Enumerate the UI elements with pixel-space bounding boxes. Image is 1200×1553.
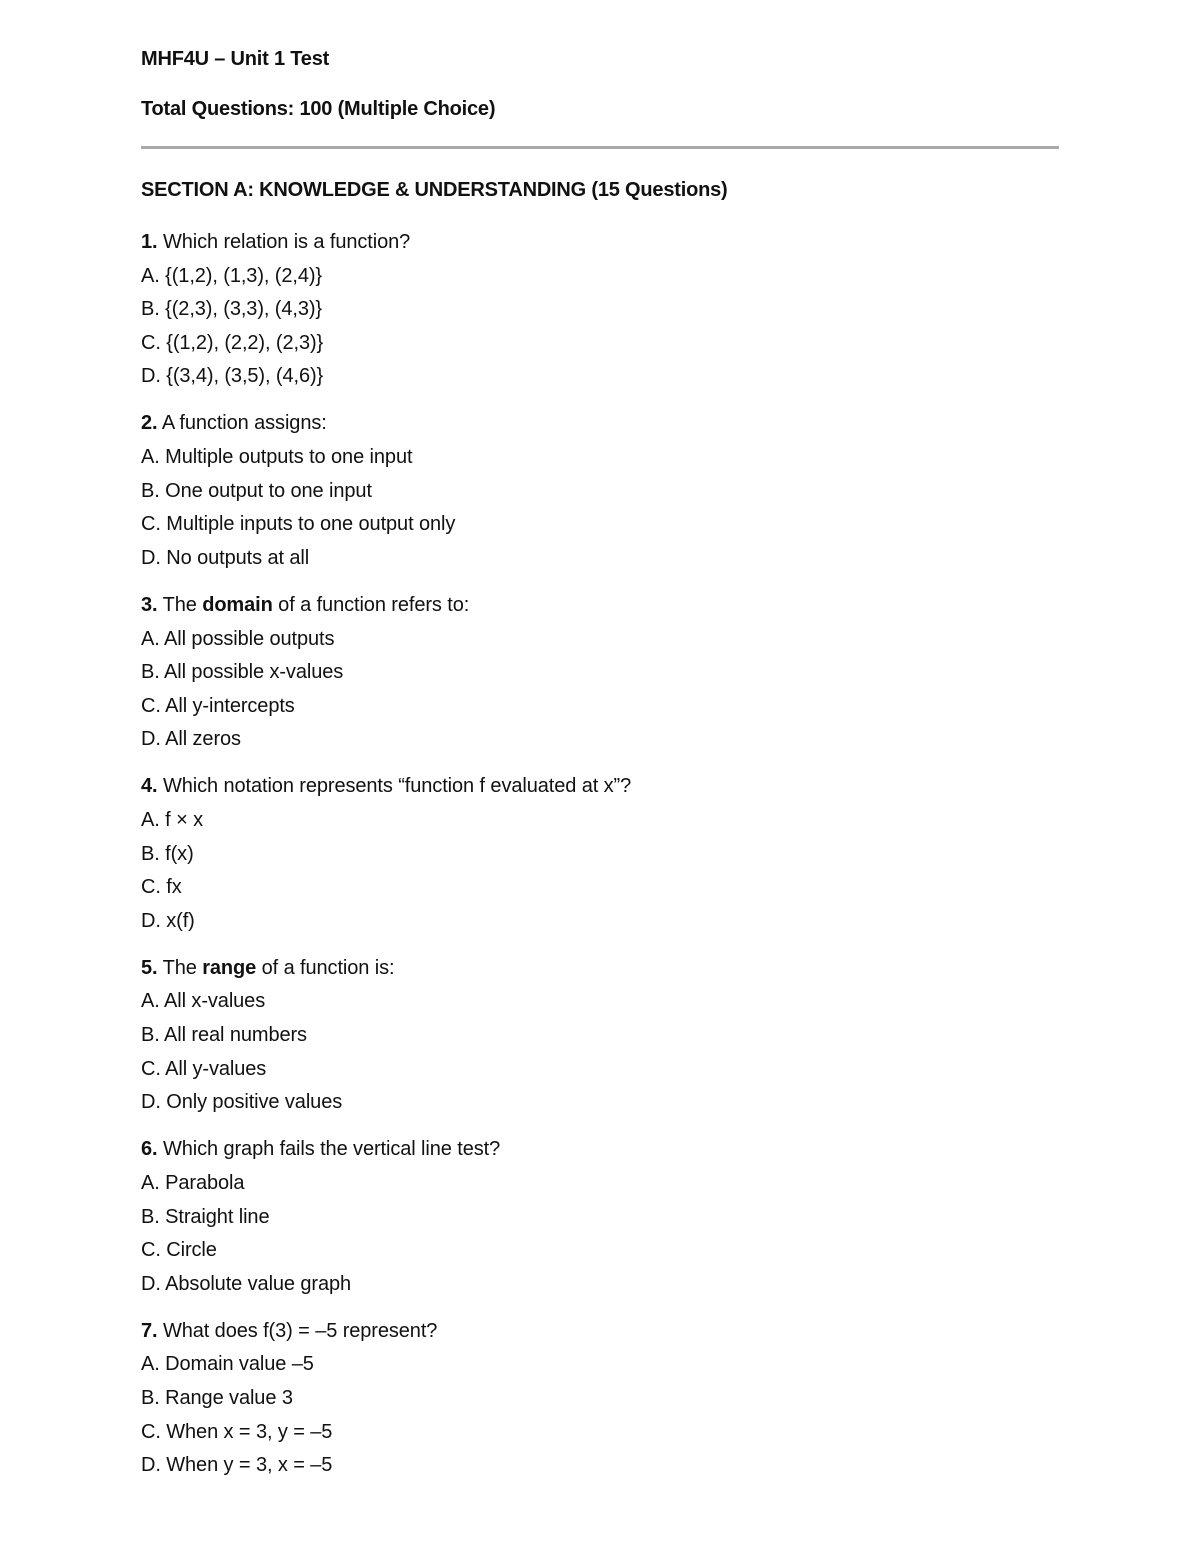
- answer-option-a: A. Parabola: [141, 1171, 245, 1194]
- answer-option-c: C. When x = 3, y = –5: [141, 1420, 333, 1443]
- answer-option-a: A. Domain value –5: [141, 1353, 314, 1376]
- question-keyword: range: [202, 956, 257, 979]
- question-list: [141, 226, 1061, 1496]
- question-number: 4.: [141, 775, 158, 798]
- answer-option-c: C. Circle: [141, 1239, 217, 1262]
- answer-option-a: A. f × x: [141, 809, 204, 831]
- question-stem: [141, 589, 1061, 623]
- question-2: [141, 407, 1061, 575]
- horizontal-divider: [141, 146, 1059, 149]
- answer-option-b: B. {(2,3), (3,3), (4,3)}: [141, 298, 323, 321]
- question-number: 5.: [141, 956, 158, 979]
- answer-option-d: D. Only positive values: [141, 1091, 343, 1114]
- question-3: [141, 589, 1061, 757]
- question-text-pre: The: [157, 593, 203, 616]
- question-text: A function assigns:: [157, 412, 327, 435]
- question-keyword: domain: [202, 593, 273, 616]
- question-number: 3.: [141, 593, 158, 616]
- question-text-post: of a function refers to:: [272, 593, 470, 616]
- question-text-post: of a function is:: [256, 956, 395, 979]
- answer-option-b: B. One output to one input: [141, 479, 372, 502]
- question-number: 6.: [141, 1138, 158, 1161]
- question-text-pre: The: [157, 956, 203, 979]
- answer-option-b: B. Range value 3: [141, 1387, 293, 1409]
- answer-option-b: B. All possible x-values: [141, 661, 344, 684]
- question-4: [141, 770, 1061, 938]
- question-5: [141, 952, 1061, 1120]
- document-title: MHF4U – Unit 1 Test: [141, 48, 330, 70]
- answer-option-c: C. fx: [141, 876, 182, 899]
- question-stem: [141, 1133, 1061, 1167]
- answer-option-c: C. All y-values: [141, 1057, 267, 1080]
- question-stem: [141, 1315, 1061, 1349]
- answer-option-a: A. All x-values: [141, 990, 266, 1013]
- answer-option-c: C. {(1,2), (2,2), (2,3)}: [141, 331, 324, 354]
- answer-option-a: A. {(1,2), (1,3), (2,4)}: [141, 264, 323, 287]
- answer-option-d: D. {(3,4), (3,5), (4,6)}: [141, 365, 324, 388]
- question-1: [141, 226, 1061, 394]
- answer-option-d: D. No outputs at all: [141, 546, 310, 569]
- answer-option-a: A. All possible outputs: [141, 627, 335, 650]
- answer-option-d: D. x(f): [141, 909, 195, 932]
- answer-option-b: B. Straight line: [141, 1205, 270, 1228]
- question-stem: [141, 226, 1061, 260]
- question-stem: [141, 952, 1061, 986]
- section-heading: SECTION A: KNOWLEDGE & UNDERSTANDING (15 Questions): [141, 179, 728, 201]
- answer-option-b: B. f(x): [141, 842, 194, 865]
- question-number: 7.: [141, 1319, 158, 1342]
- question-7: [141, 1315, 1061, 1483]
- answer-option-a: A. Multiple outputs to one input: [141, 446, 413, 469]
- question-text: Which graph fails the vertical line test?: [157, 1138, 501, 1161]
- question-text: Which relation is a function?: [157, 231, 411, 253]
- answer-option-d: D. When y = 3, x = –5: [141, 1454, 333, 1477]
- question-number: 1.: [141, 231, 158, 253]
- total-questions-label: Total Questions: 100 (Multiple Choice): [141, 98, 496, 120]
- answer-option-c: C. All y-intercepts: [141, 694, 295, 717]
- question-text: Which notation represents “function f evaluated at x”?: [157, 775, 632, 798]
- answer-option-b: B. All real numbers: [141, 1024, 307, 1047]
- question-6: [141, 1133, 1061, 1301]
- answer-option-d: D. All zeros: [141, 728, 241, 751]
- question-stem: [141, 770, 1061, 804]
- question-stem: [141, 407, 1061, 441]
- answer-option-c: C. Multiple inputs to one output only: [141, 513, 456, 536]
- question-number: 2.: [141, 412, 158, 435]
- answer-option-d: D. Absolute value graph: [141, 1272, 352, 1295]
- question-text: What does f(3) = –5 represent?: [157, 1319, 438, 1342]
